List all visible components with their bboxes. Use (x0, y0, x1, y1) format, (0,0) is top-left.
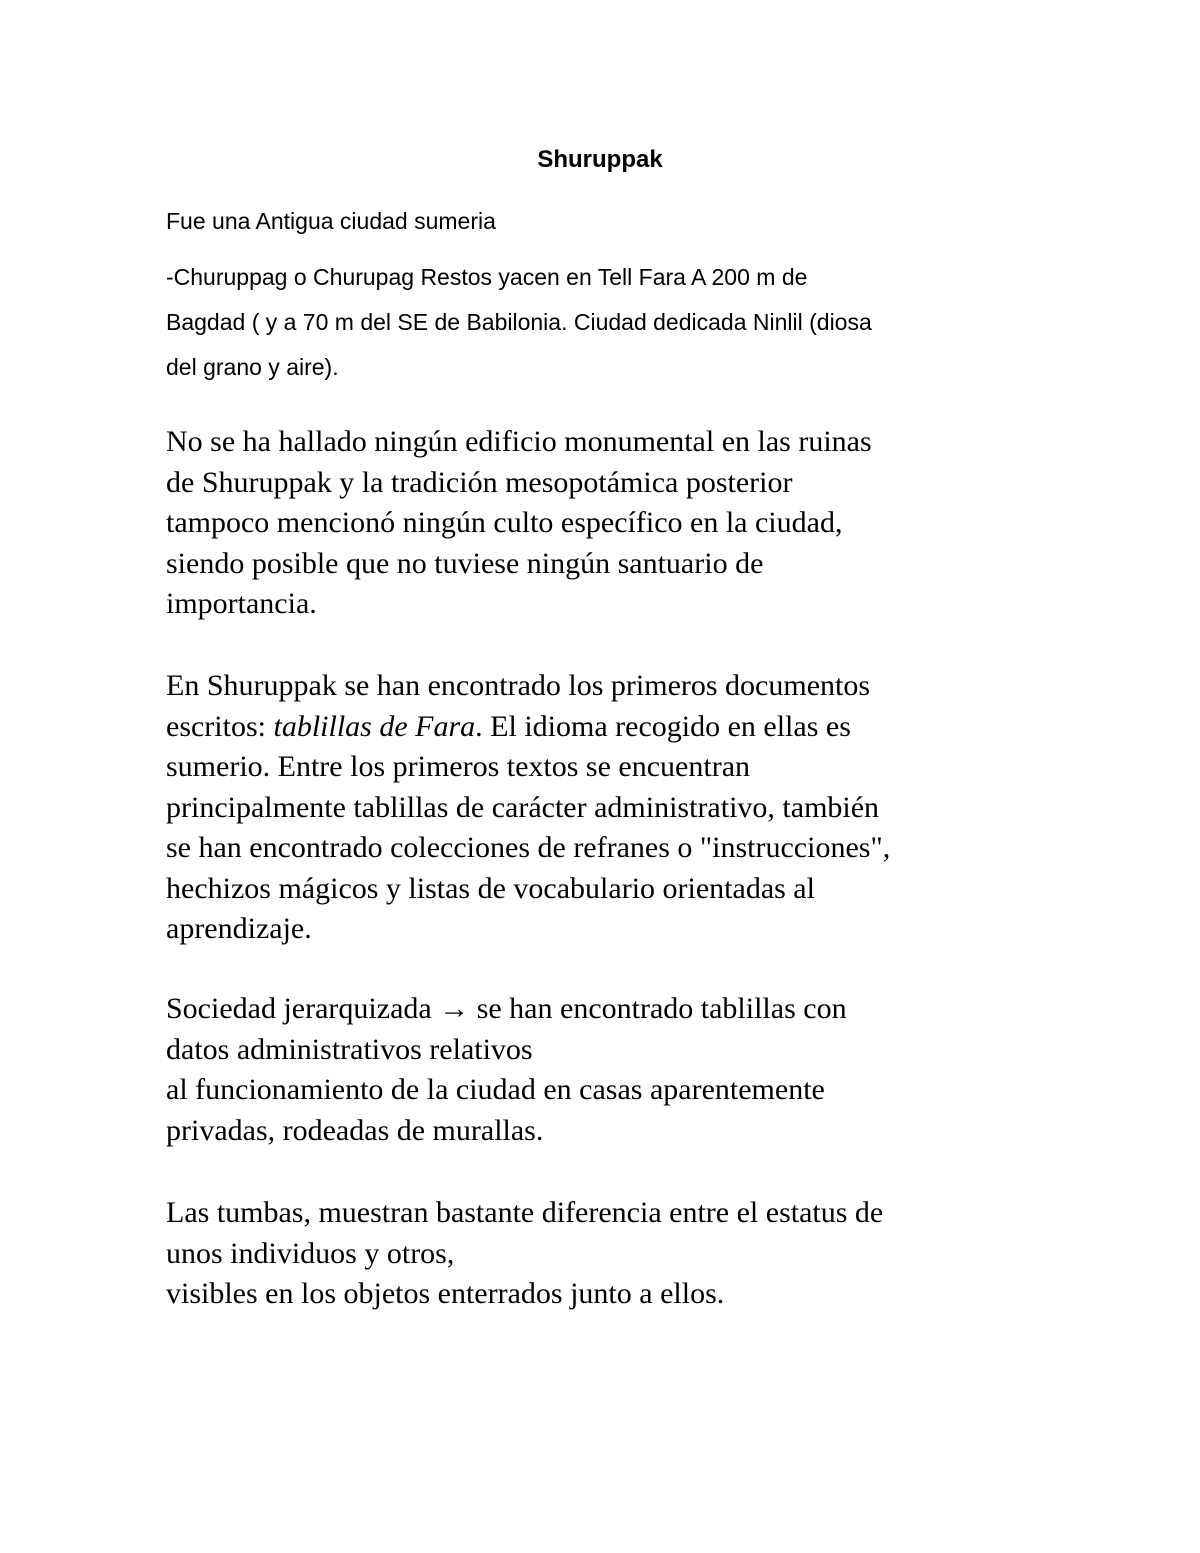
documents-line: aprendizaje. (166, 912, 312, 945)
location-line: del grano y aire). (166, 354, 339, 380)
documents-line: principalmente tablillas de carácter administrativo, también (166, 790, 880, 824)
society-line: al funcionamiento de la ciudad en casas aparentemente (166, 1073, 825, 1106)
tombs-paragraph (166, 1193, 1034, 1315)
document-title: Shuruppak (537, 146, 663, 173)
tombs-line: unos individuos y otros, (166, 1236, 455, 1270)
society-paragraph (166, 989, 1034, 1151)
documents-line: hechizos mágicos y listas de vocabulario orientadas al (166, 871, 815, 905)
location-line: Bagdad ( y a 70 m del SE de Babilonia. Ciudad dedicada Ninlil (diosa (166, 309, 872, 335)
tombs-line: Las tumbas, muestran bastante diferencia entre el estatus de (166, 1196, 884, 1229)
monumental-line: importancia. (166, 587, 317, 620)
monumental-line: de Shuruppak y la tradición mesopotámica posterior (166, 465, 793, 499)
documents-line: sumerio. Entre los primeros textos se encuentran (166, 750, 751, 783)
monumental-line: No se ha hallado ningún edificio monumental en las ruinas (166, 425, 872, 458)
documents-line (166, 707, 1034, 748)
tombs-line: visibles en los objetos enterrados junto a ellos. (166, 1277, 725, 1310)
documents-text: . El idioma recogido en ellas es (475, 709, 851, 743)
society-line: Sociedad jerarquizada → se han encontrado tablillas con (166, 992, 847, 1025)
society-line: privadas, rodeadas de murallas. (166, 1113, 544, 1147)
documents-paragraph (166, 666, 1034, 950)
location-paragraph (166, 255, 1034, 390)
monumental-paragraph (166, 422, 1034, 625)
fara-tablets-term: tablillas de Fara (273, 709, 476, 743)
documents-line: En Shuruppak se han encontrado los primeros documentos (166, 669, 871, 702)
documents-text: escritos: (166, 709, 274, 743)
monumental-line: siendo posible que no tuviese ningún santuario de (166, 546, 764, 580)
intro-paragraph (166, 199, 1034, 244)
intro-line: Fue una Antigua ciudad sumeria (166, 208, 496, 234)
monumental-line: tampoco mencionó ningún culto específico en la ciudad, (166, 506, 843, 539)
location-line: -Churuppag o Churupag Restos yacen en Tell Fara A 200 m de (166, 264, 808, 290)
documents-line: se han encontrado colecciones de refranes o "instrucciones", (166, 831, 891, 864)
society-line: datos administrativos relativos (166, 1032, 533, 1066)
